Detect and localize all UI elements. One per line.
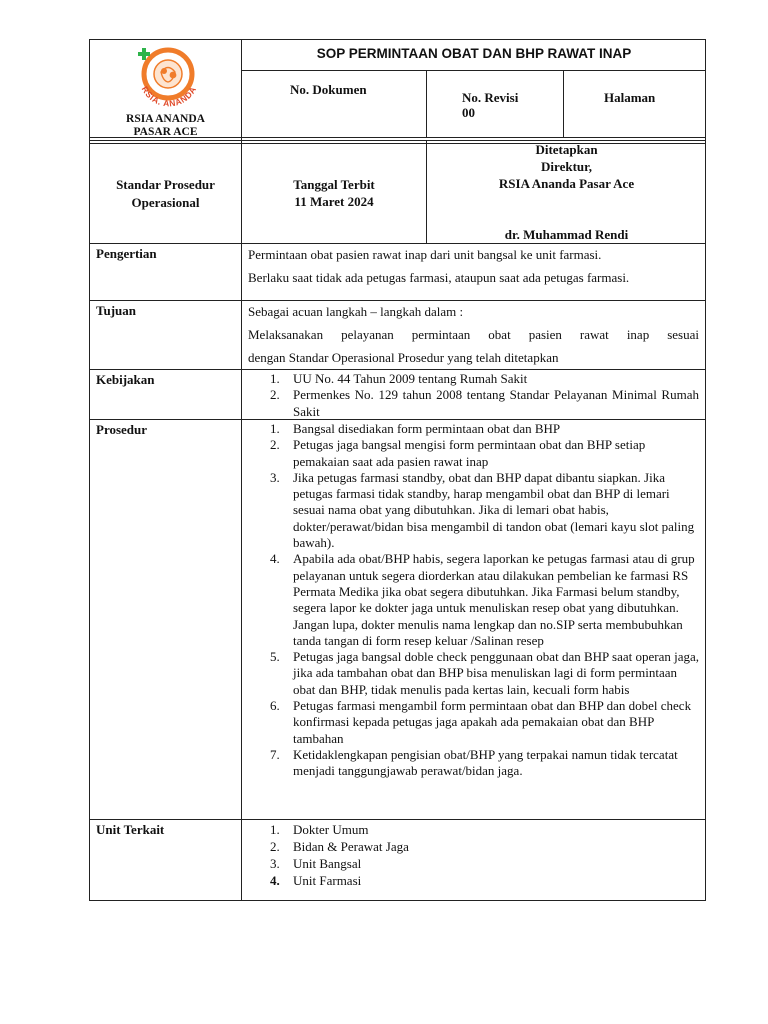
set-by-line2: Direktur, <box>541 159 592 174</box>
list-text: Petugas jaga bangsal mengisi form permintaan obat dan BHP setiap pemakaian saat ada pasien rawat inap <box>293 437 646 469</box>
divider <box>241 70 706 71</box>
list-text: Permenkes No. 129 tahun 2008 tentang Standar Pelayanan Minimal Rumah Sakit <box>293 387 699 419</box>
list-number: 4. <box>270 551 280 567</box>
kebijakan-list <box>241 371 699 420</box>
list-item <box>241 698 699 747</box>
issue-label: Tanggal Terbit <box>293 177 375 192</box>
list-number: 2. <box>270 839 280 854</box>
list-number: 1. <box>270 822 280 837</box>
org-name-line1: RSIA ANANDA <box>126 113 205 125</box>
issue-info <box>242 176 426 210</box>
tujuan-line: Melaksanakan pelayanan permintaan obat pasien rawat inap sesuai <box>248 327 699 342</box>
list-number: 2. <box>270 387 280 403</box>
list-item <box>241 872 699 889</box>
set-by-line3: RSIA Ananda Pasar Ace <box>498 176 635 191</box>
tujuan-line: Sebagai acuan langkah – langkah dalam : <box>248 304 464 319</box>
unit-terkait-list <box>241 821 699 889</box>
list-text: Unit Farmasi <box>293 873 362 888</box>
list-item <box>241 387 699 420</box>
list-text: Ketidaklengkapan pengisian obat/BHP yang terpakai namun tidak tercatat menjadi tanggungjawab perawat/bidan jaga. <box>293 746 678 779</box>
tujuan-line: dengan Standar Operasional Prosedur yang telah ditetapkan <box>248 350 559 365</box>
section-label-tujuan: Tujuan <box>96 303 136 318</box>
hospital-logo <box>128 44 210 116</box>
sop-label <box>90 176 241 212</box>
list-item <box>241 855 699 872</box>
list-item <box>241 437 699 470</box>
list-item <box>241 649 699 698</box>
list-text: Jika petugas farmasi standby, obat dan BHP dapat dibantu siapkan. Jika petugas farmasi tidak standby, harap mengambil obat dan BHP di lemari sesuai nama obat yang dibutuhkan. Jika di lemari obat habis, dokter/perawat/bidan bisa mengambil di tandon obat (lemari kayu slot paling bawah). <box>293 469 695 551</box>
issue-date: 11 Maret 2024 <box>294 194 374 209</box>
document-title: SOP PERMINTAAN OBAT DAN BHP RAWAT INAP <box>316 46 632 61</box>
list-number: 5. <box>270 649 280 665</box>
tujuan-content <box>248 300 699 369</box>
sop-label-line2: Operasional <box>131 195 200 210</box>
org-name-line2: PASAR ACE <box>133 125 198 138</box>
approval-block <box>427 141 706 192</box>
logo-arc-text: RSIA. ANANDA <box>139 84 199 109</box>
list-item <box>241 470 699 551</box>
sop-label-line1: Standar Prosedur <box>116 177 215 192</box>
list-text: UU No. 44 Tahun 2009 tentang Rumah Sakit <box>293 371 528 386</box>
list-text: Apabila ada obat/BHP habis, segera laporkan ke petugas farmasi atau di grup pelayanan untuk segera diorderkan atau dilakukan pembelian ke farmasi RS Permata Medika jika obat segera dibutuhkan. Jika Farmasi belum standby, segera lapor ke dokter jaga untuk menuliskan resep obat yang dibutuhkan. Jangan lupa, dokter menulis nama lengkap dan no.SIP serta membubuhkan tanda tangan di form resep keluar /Salinan resep <box>293 551 695 648</box>
list-text: Bangsal disediakan form permintaan obat dan BHP <box>293 421 561 436</box>
list-item <box>241 371 699 387</box>
signatory-name: dr. Muhammad Rendi <box>504 227 629 242</box>
list-number: 3. <box>270 469 280 485</box>
set-by-line1: Ditetapkan <box>535 142 598 157</box>
divider <box>89 369 706 370</box>
list-item <box>241 747 699 780</box>
list-text: Dokter Umum <box>293 822 369 837</box>
divider <box>563 70 564 137</box>
list-text: Petugas jaga bangsal doble check penggunaan obat dan BHP saat operan jaga, jika ada tambahan obat dan BHP bisa menuliskan lagi di form permintaan obat dan BHP, tidak menulis pada kertas lain, kecuali form habis <box>293 649 699 697</box>
revision-value: 00 <box>462 105 475 120</box>
list-number: 1. <box>270 371 280 386</box>
org-name <box>90 113 241 138</box>
page-label: Halaman <box>604 90 656 105</box>
doc-number-label: No. Dokumen <box>290 82 367 97</box>
list-number: 4. <box>270 873 280 888</box>
list-text: Bidan & Perawat Jaga <box>293 839 409 854</box>
section-label-pengertian: Pengertian <box>96 246 157 261</box>
pengertian-line: Permintaan obat pasien rawat inap dari unit bangsal ke unit farmasi. <box>248 247 602 262</box>
section-label-prosedur: Prosedur <box>96 422 148 437</box>
list-item <box>241 421 699 437</box>
section-label-kebijakan: Kebijakan <box>96 372 155 387</box>
divider <box>89 819 706 820</box>
list-item <box>241 821 699 838</box>
pengertian-line: Berlaku saat tidak ada petugas farmasi, ataupun saat ada petugas farmasi. <box>248 270 630 285</box>
list-number: 6. <box>270 698 280 714</box>
list-number: 1. <box>270 421 280 436</box>
list-item <box>241 551 699 649</box>
section-label-unit-terkait: Unit Terkait <box>96 822 165 837</box>
list-number: 2. <box>270 437 280 453</box>
list-text: Unit Bangsal <box>293 856 362 871</box>
list-number: 7. <box>270 746 280 762</box>
list-number: 3. <box>270 856 280 871</box>
revision-label: No. Revisi <box>462 90 519 105</box>
prosedur-list <box>241 421 699 780</box>
list-text: Petugas farmasi mengambil form permintaan obat dan BHP dan dobel check konfirmasi kepada petugas jaga apakah ada pemakaian obat dan BHP tambahan <box>293 698 692 746</box>
list-item <box>241 838 699 855</box>
pengertian-content <box>248 243 699 289</box>
divider <box>426 70 427 137</box>
